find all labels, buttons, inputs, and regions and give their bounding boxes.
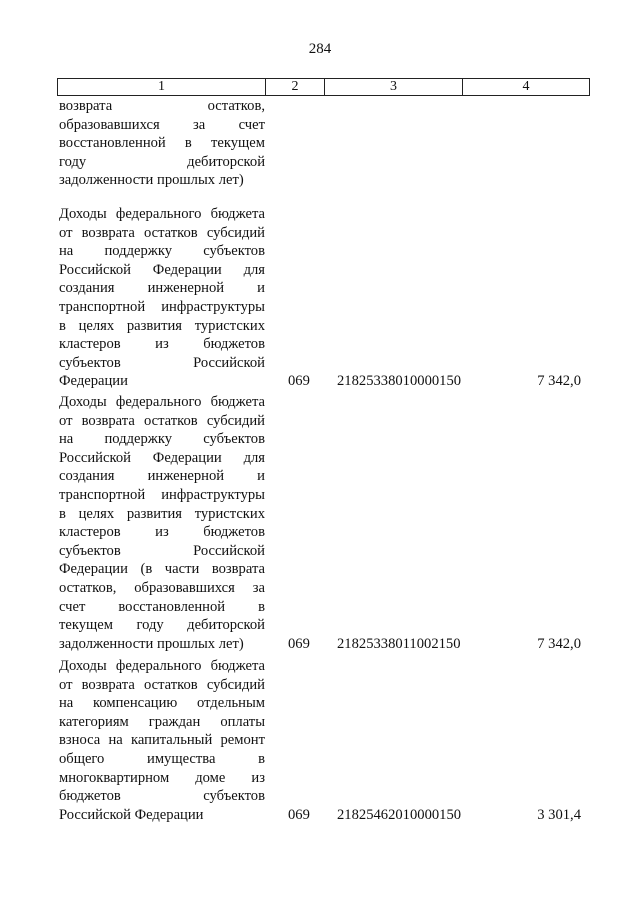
description-line: от возврата остатков субсидий <box>59 676 265 693</box>
description-line: субъектов Российской <box>59 354 265 371</box>
description-line: на компенсацию отдельным <box>59 695 265 712</box>
amount-value: 7 342,0 <box>537 373 581 390</box>
description-line: в целях развития туристских <box>59 317 265 334</box>
description-line: Доходы федерального бюджета <box>59 394 265 410</box>
row-description <box>59 393 265 653</box>
column-header-2: 2 <box>266 79 325 95</box>
description-line: транспортной инфраструктуры <box>59 486 265 503</box>
description-line: задолженности прошлых лет) <box>59 172 244 189</box>
description-line: создания инженерной и <box>59 468 265 485</box>
description-line: Федерации <box>59 373 128 390</box>
description-line: многоквартирном доме из <box>59 769 265 786</box>
description-line: возврата остатков, <box>59 98 265 114</box>
description-line: субъектов Российской <box>59 542 265 559</box>
description-line: в целях развития туристских <box>59 505 265 522</box>
description-line: кластеров из бюджетов <box>59 524 265 541</box>
description-line: текущем году дебиторской <box>59 617 265 634</box>
row-description <box>59 205 265 391</box>
table-column-header <box>57 78 590 96</box>
page-number: 284 <box>308 41 332 57</box>
admin-code: 069 <box>288 635 310 652</box>
description-line: транспортной инфраструктуры <box>59 298 265 315</box>
description-line: на поддержку субъектов <box>59 431 265 448</box>
description-line: задолженности прошлых лет) <box>59 635 244 652</box>
description-line: Российской Федерации для <box>59 261 265 278</box>
budget-classification-code: 21825462010000150 <box>337 806 462 823</box>
column-header-4: 4 <box>522 79 530 94</box>
description-line: создания инженерной и <box>59 280 265 297</box>
row-description <box>59 657 265 824</box>
description-line: кластеров из бюджетов <box>59 336 265 353</box>
description-line: от возврата остатков субсидий <box>59 224 265 241</box>
description-line: счет восстановленной в <box>59 598 265 615</box>
description-line: восстановленной в текущем <box>59 135 265 152</box>
description-line: году дебиторской <box>59 153 265 170</box>
description-line: образовавшихся за счет <box>59 116 265 133</box>
column-header-1: 1 <box>58 79 266 95</box>
column-header-3: 3 <box>325 79 463 95</box>
budget-classification-code: 21825338010000150 <box>337 373 462 390</box>
description-line: Российской Федерации <box>59 806 204 823</box>
description-line: Российской Федерации для <box>59 449 265 466</box>
description-line: категориям граждан оплаты <box>59 713 265 730</box>
description-line: на поддержку субъектов <box>59 243 265 260</box>
admin-code: 069 <box>288 373 310 390</box>
budget-classification-code: 21825338011002150 <box>337 635 461 652</box>
description-line: Федерации (в части возврата <box>59 561 265 578</box>
description-line: общего имущества в <box>59 750 265 767</box>
description-line: остатков, образовавшихся за <box>59 579 265 596</box>
description-line: от возврата остатков субсидий <box>59 412 265 429</box>
description-line: взноса на капитальный ремонт <box>59 732 265 749</box>
amount-value: 3 301,4 <box>537 806 581 823</box>
amount-value: 7 342,0 <box>537 635 581 652</box>
admin-code: 069 <box>288 806 310 823</box>
description-line: Доходы федерального бюджета <box>59 658 265 674</box>
row-description <box>59 97 265 190</box>
description-line: бюджетов субъектов <box>59 788 265 805</box>
description-line: Доходы федерального бюджета <box>59 206 265 222</box>
